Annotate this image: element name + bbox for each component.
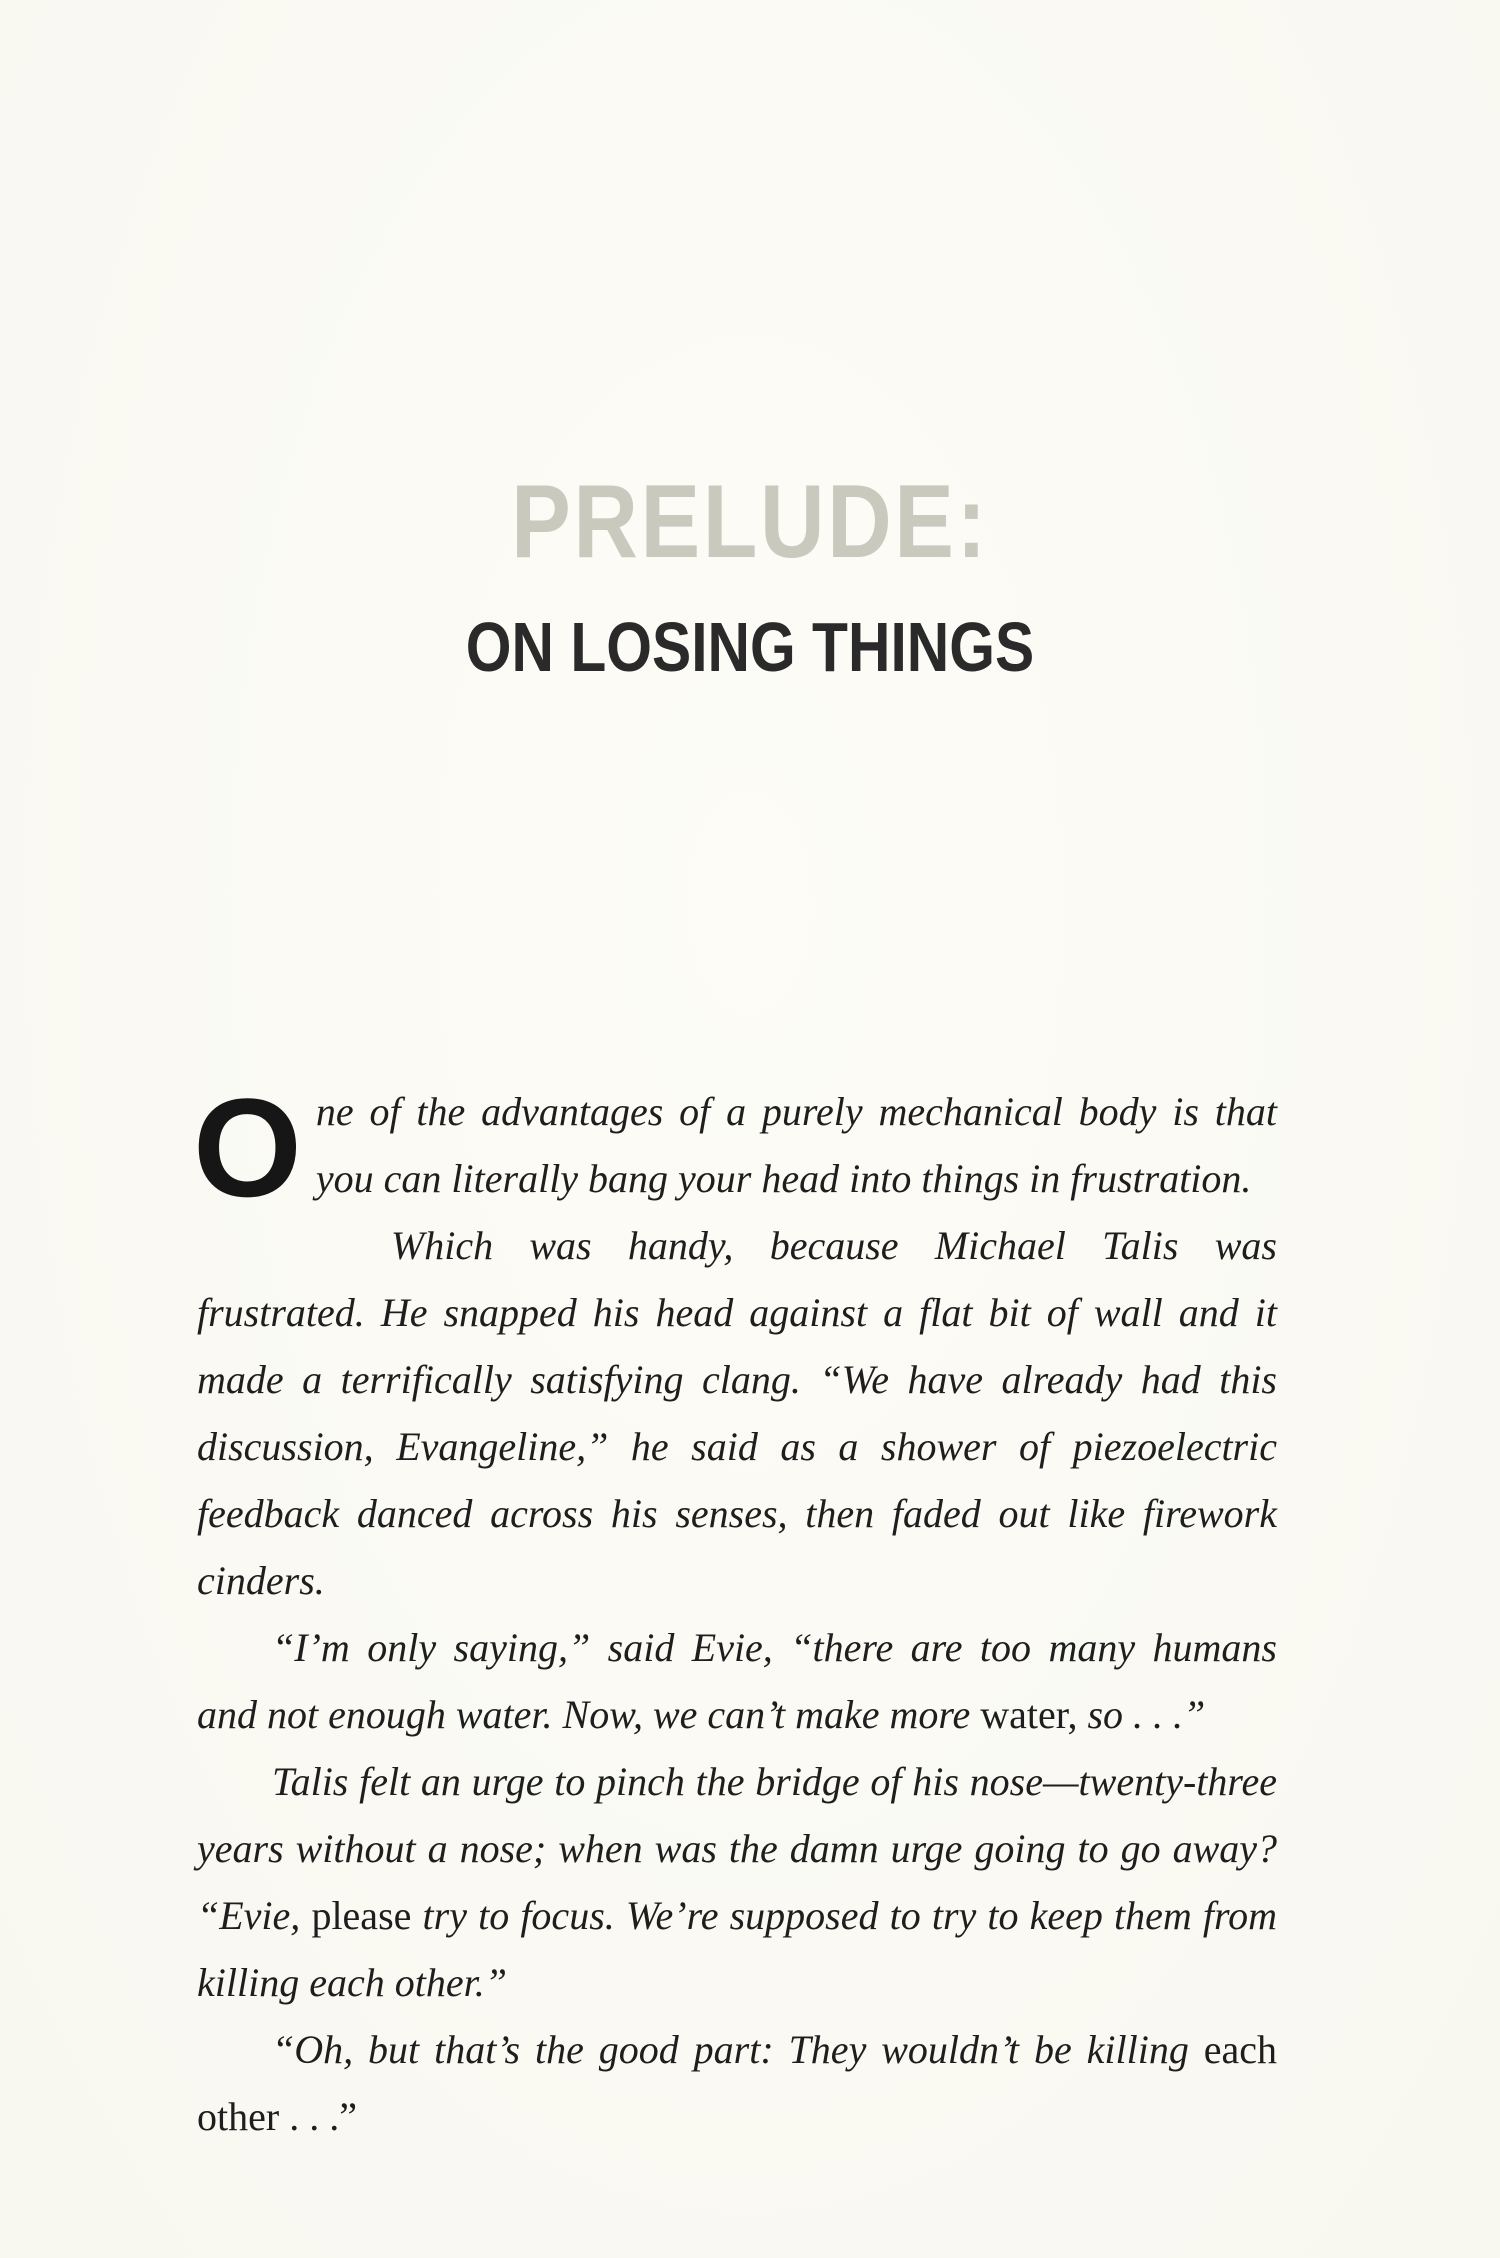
paragraph-5-text-a: “Oh, but that’s the good part: They wouldn’t be killing (272, 2027, 1189, 2072)
body-text (193, 1069, 1278, 2150)
paragraph-3 (197, 1614, 1277, 1748)
paragraph-4 (197, 1748, 1277, 2016)
paragraph-2-text: Which was handy, because Michael Talis was frustrated. He snapped his head against a flat bit of wall and it made a terrifically satisfying clang. “We have already had this discussion, Evangeline,” he said as a shower of piezoelectric feedback danced across his senses, then faded out like firework cinders. (197, 1223, 1277, 1603)
paragraph-5 (197, 2016, 1277, 2150)
paragraph-3-text-c: so . . .” (1087, 1692, 1206, 1737)
paragraph-3-text-a: “I’m only saying,” said Evie, “there are too many humans and not enough water. Now, we can’t make more (197, 1625, 1277, 1737)
paragraph-3-text-b: water, (970, 1692, 1088, 1737)
chapter-label: PRELUDE: (511, 464, 989, 580)
drop-cap: O (193, 1069, 302, 1226)
paragraph-4-text-a: Talis felt an urge to pinch the bridge of his nose—twenty-three years without a nose; when was the damn urge going to go away? “Evie, (197, 1759, 1277, 1938)
paragraph-4-text-c: try to focus. We’re supposed to try to keep them from killing each other.” (197, 1893, 1277, 2005)
paragraph-2 (197, 1212, 1277, 1614)
chapter-title: ON LOSING THINGS (465, 608, 1035, 686)
paragraph-4-text-b: please (300, 1893, 423, 1938)
paragraph-1-text: ne of the advantages of a purely mechanical body is that you can literally bang your head into things in frustration. (315, 1089, 1277, 1201)
paragraph-5-text-b: each other . . .” (197, 2027, 1278, 2139)
paragraph-1 (193, 1069, 1277, 1226)
